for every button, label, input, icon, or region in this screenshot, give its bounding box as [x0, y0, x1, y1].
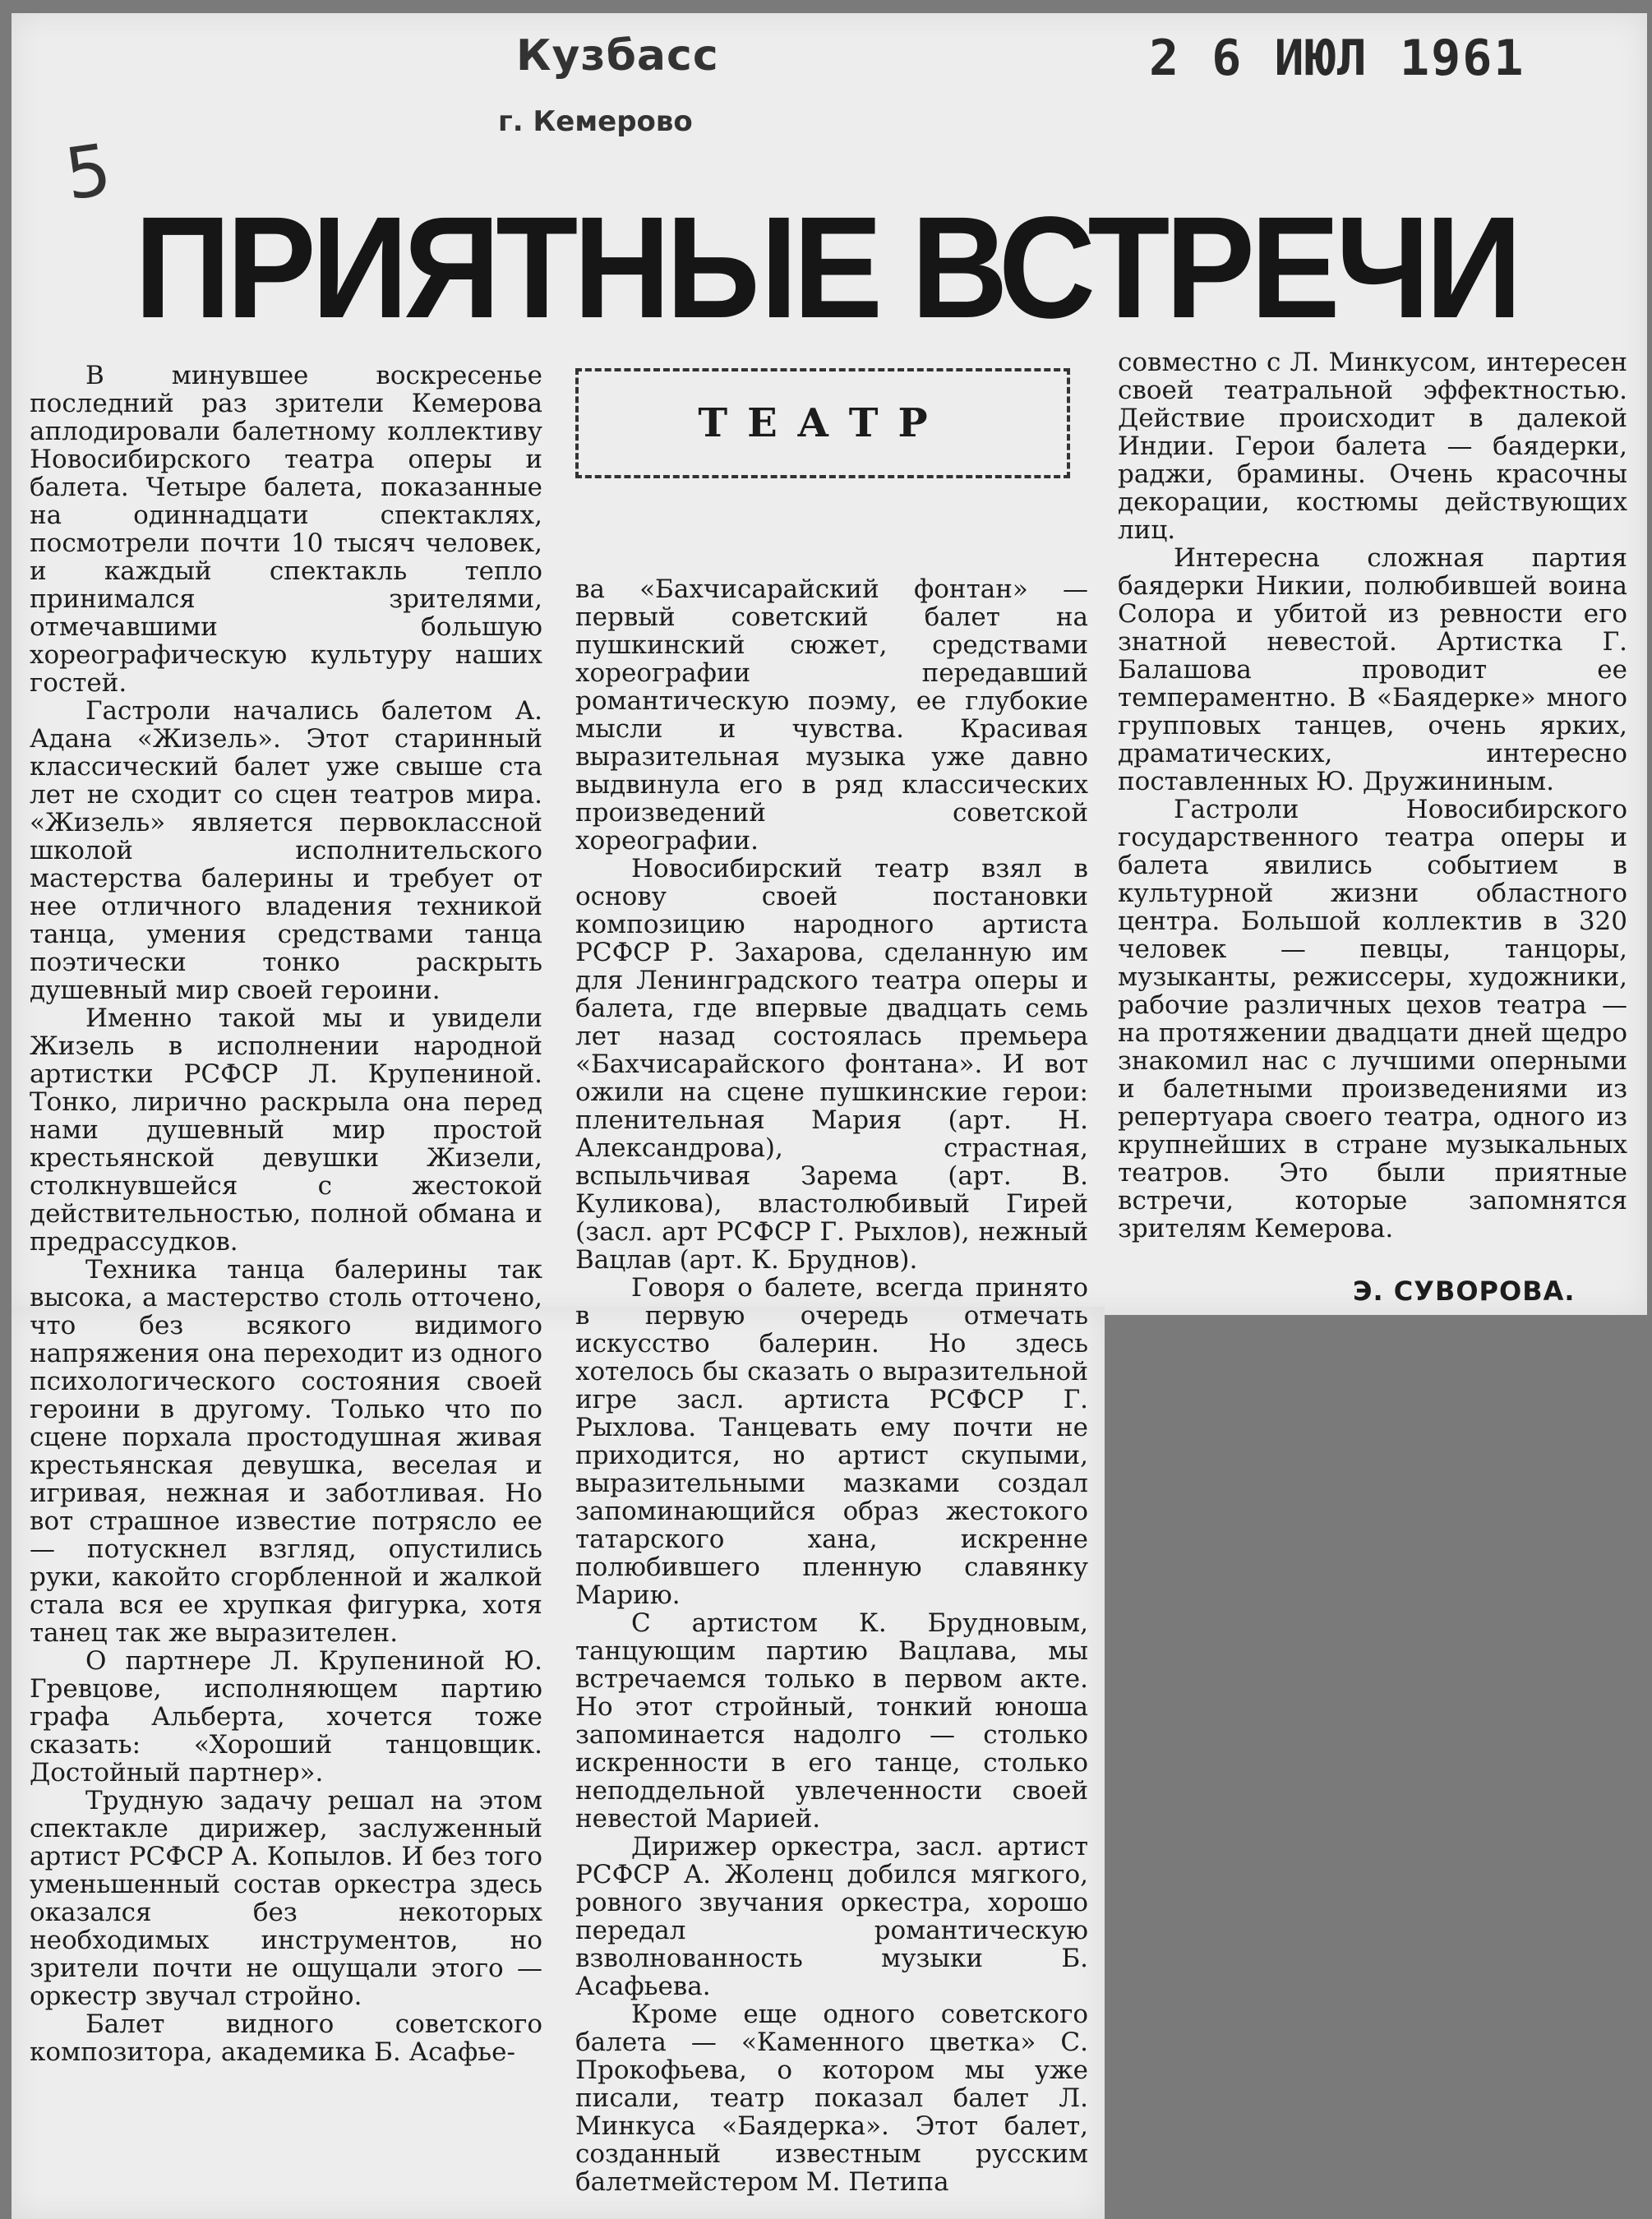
paragraph: Техника танца балерины так высока, а мастерство столь отточено, что без всякого видимого напряжения она переходит из одного психологического состояния своей героини в другому. Только что по сцене порхала простодушная живая крестьянская девушка, веселая и игривая, нежная и заботливая. Но вот страшное известие потрясло ее — потускнел взгляд, опустились руки, какойто сгорбленной и жалкой стала вся ее хрупкая фигурка, хотя танец так же выразителен.: [30, 1255, 542, 1648]
paragraph: О партнере Л. Крупениной Ю. Гревцове, исполняющем партию графа Альберта, хочется тоже сказать: «Хороший танцовщик. Достойный партнер».: [30, 1646, 542, 1788]
paragraph: Интересна сложная партия баядерки Никии, полюбившей воина Солора и убитой из ревности его знатной невестой. Артистка Г. Балашова проводит ее темпераментно. В «Баядерке» много групповых танцев, очень ярких, драматических, интересно поставленных Ю. Дружининым.: [1118, 543, 1627, 796]
paragraph: Именно такой мы и увидели Жизель в исполнении народной артистки РСФСР Л. Крупениной. Тонко, лирично раскрыла она перед нами душевный мир простой крестьянской девушки Жизели, столкнувшейся с жестокой действительностью, полной обмана и предрассудков.: [30, 1003, 542, 1257]
paragraph: Говоря о балете, всегда принято в первую очередь отмечать искусство балерин. Но здесь хотелось бы сказать о выразительной игре засл. артиста РСФСР Г. Рыхлова. Танцевать ему почти не приходится, но артист скупыми, выразительными мазками создал запоминающийся образ жестокого татарского хана, искренне полюбившего пленную славянку Марию.: [575, 1273, 1088, 1610]
city-stamp: г. Кемерово: [498, 105, 693, 138]
rubric-box: [575, 368, 1070, 478]
author-signature: Э. СУВОРОВА.: [1353, 1276, 1576, 1307]
newspaper-stamp: Кузбасс: [516, 31, 719, 81]
article-column-1: [30, 362, 542, 2137]
article-column-2: [575, 575, 1088, 2211]
paragraph: Кроме еще одного советского балета — «Каменного цветка» С. Прокофьева, о котором мы уже писали, театр показал балет Л. Минкуса «Баядерка». Этот балет, созданный известным русским балетмейстером М. Петипа: [575, 2000, 1088, 2197]
paragraph: ва «Бахчисарайский фонтан» — первый советский балет на пушкинский сюжет, средствами хореографии передавший романтическую поэму, ее глубокие мысли и чувства. Красивая выразительная музыка уже давно выдвинула его в ряд классических произведений советской хореографии.: [575, 575, 1088, 856]
paragraph: Дирижер оркестра, засл. артист РСФСР А. Жоленц добился мягкого, ровного звучания оркестра, хорошо передал романтическую взволнованность музыки Б. Асафьева.: [575, 1832, 1088, 2001]
paragraph: Трудную задачу решал на этом спектакле дирижер, заслуженный артист РСФСР А. Копылов. И без того уменьшенный состав оркестра здесь оказался без некоторых необходимых инструментов, но зрители почти не ощущали этого — оркестр звучал стройно.: [30, 1786, 542, 2011]
paragraph: совместно с Л. Минкусом, интересен своей театральной эффектностью. Действие происходит в далекой Индии. Герои балета — баядерки, раджи, брамины. Очень красочны декорации, костюмы действующих лиц.: [1118, 348, 1627, 545]
rubric-label: ТЕАТР: [698, 400, 948, 446]
paragraph: Гастроли Новосибирского государственного театра оперы и балета явились событием в культурной жизни областного центра. Большой коллектив в 320 человек — певцы, танцоры, музыканты, режиссеры, художники, рабочие различных цехов театра — на протяжении двадцати дней щедро знакомил нас с лучшими оперными и балетными произведениями из репертуара своего театра, одного из крупнейших в стране музыкальных театров. Это были приятные встречи, которые запомнятся зрителям Кемерова.: [1118, 795, 1627, 1243]
paragraph: Гастроли начались балетом А. Адана «Жизель». Этот старинный классический балет уже свыше ста лет не сходит со сцен театров мира. «Жизель» является первоклассной школой исполнительского мастерства балерины и требует от нее отличного владения техникой танца, умения средствами танца поэтически тонко раскрыть душевный мир своей героини.: [30, 696, 542, 1005]
date-stamp: 2 6 ИЮЛ 1961: [1149, 30, 1525, 87]
article-headline: ПРИЯТНЫЕ ВСТРЕЧИ: [134, 187, 1518, 348]
paragraph: В минувшее воскресенье последний раз зрители Кемерова аплодировали балетному коллективу Новосибирского театра оперы и балета. Четыре балета, показанные на одиннадцати спектаклях, посмотрели почти 10 тысяч человек, и каждый спектакль тепло принимался зрителями, отмечавшими большую хореографическую культуру наших гостей.: [30, 362, 542, 698]
paragraph: С артистом К. Брудновым, танцующим партию Вацлава, мы встречаемся только в первом акте. Но этот стройный, тонкий юноша запоминается надолго — столько искренности в его танце, столько неподдельной увлеченности своей невестой Марией.: [575, 1608, 1088, 1834]
handwritten-page-number: 5: [60, 128, 117, 217]
article-column-3: [1118, 348, 1627, 1302]
paragraph: Балет видного советского композитора, академика Б. Асафье-: [30, 2009, 542, 2067]
paragraph: Новосибирский театр взял в основу своей постановки композицию народного артиста РСФСР Р. Захарова, сделанную им для Ленинградского театра оперы и балета, где впервые двадцать семь лет назад состоялась премьера «Бахчисарайского фонтана». И вот ожили на сцене пушкинские герои: пленительная Мария (арт. Н. Александрова), страстная, вспыльчивая Зарема (арт. В. Куликова), властолюбивый Гирей (засл. арт РСФСР Г. Рыхлов), нежный Вацлав (арт. К. Бруднов).: [575, 854, 1088, 1275]
